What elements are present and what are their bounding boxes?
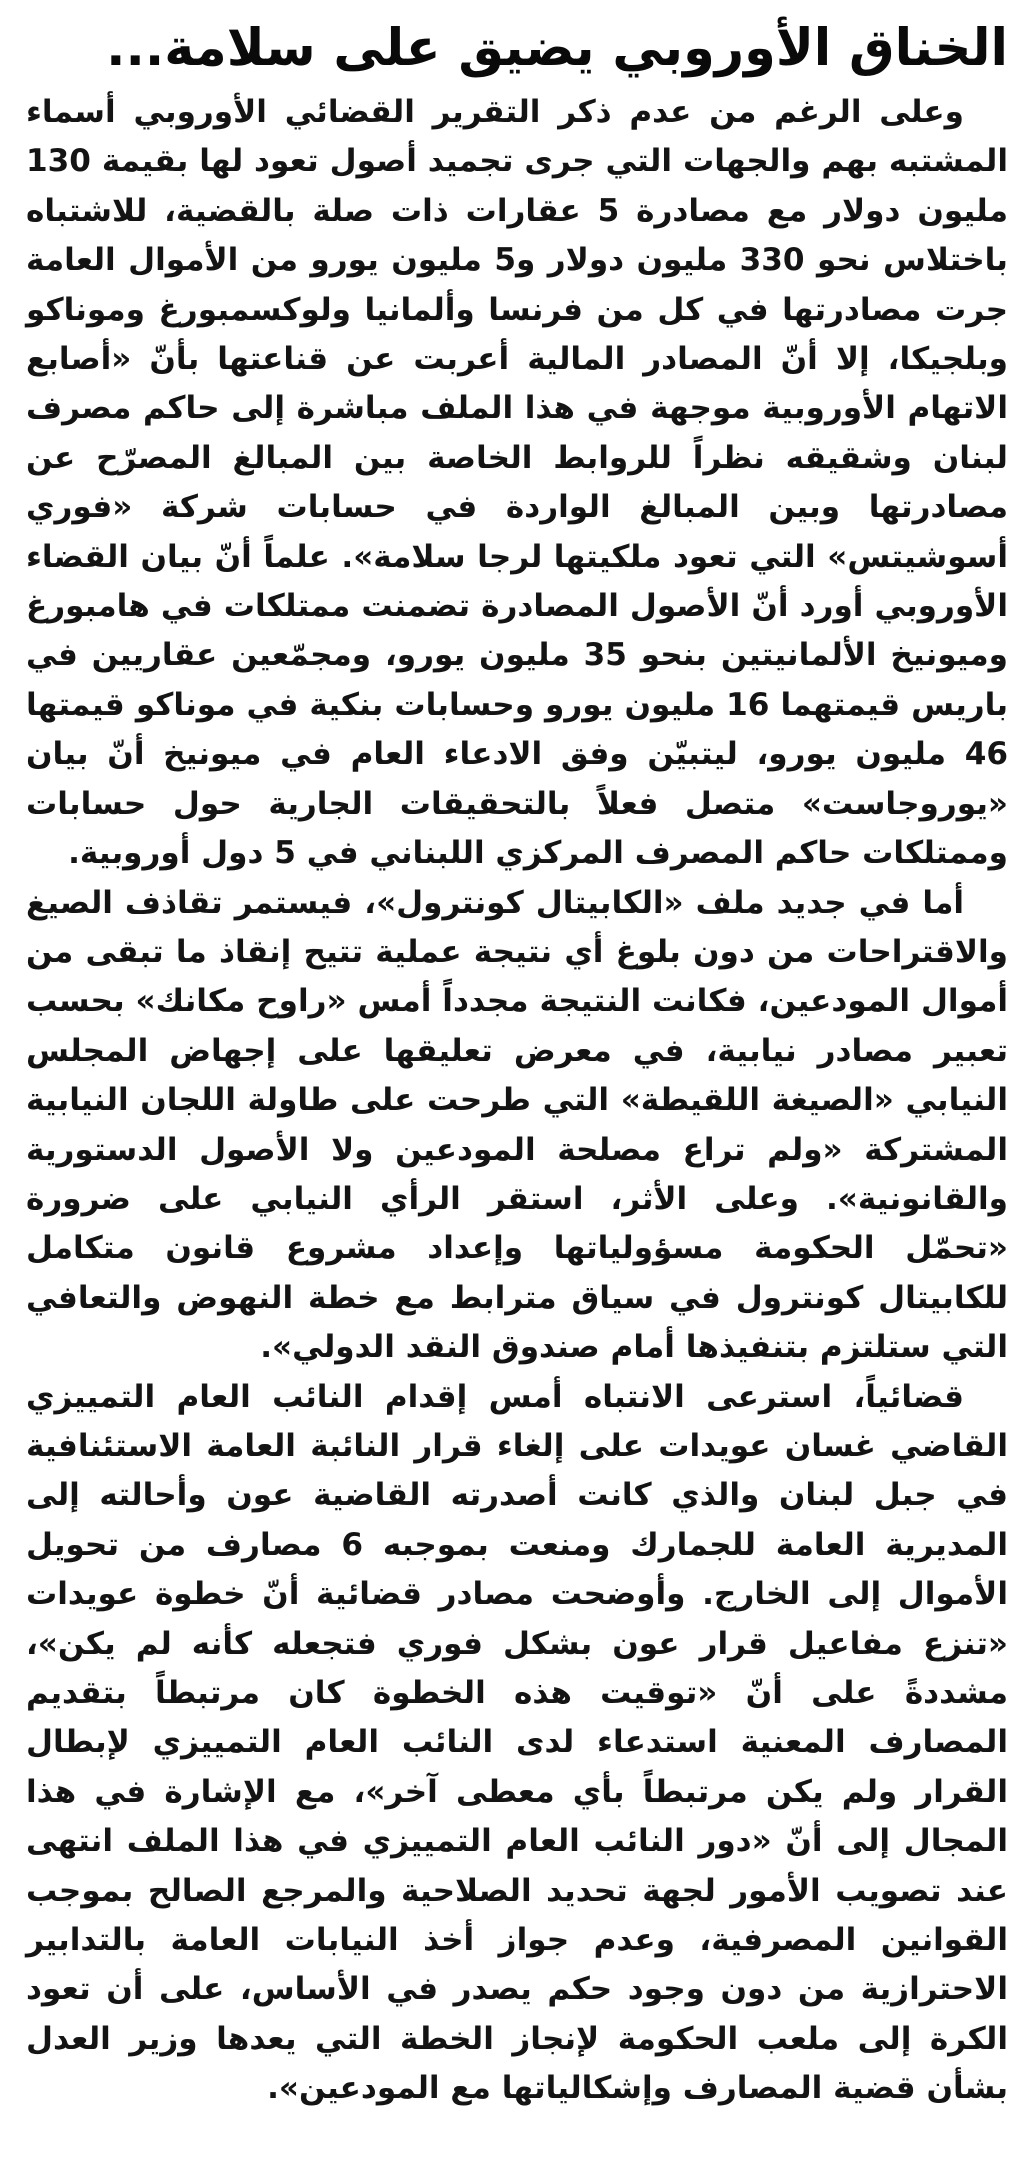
news-article — [26, 18, 1008, 2156]
article-headline: الخناق الأوروبي يضيق على سلامة... — [106, 19, 1008, 78]
article-paragraph: وعلى الرغم من عدم ذكر التقرير القضائي الأوروبي أسماء المشتبه بهم والجهات التي جرى تجميد أصول تعود لها بقيمة 130 مليون دولار مع مصادرة 5 عقارات ذات صلة بالقضية، للاشتباه باختلاس نحو 330 مليون دولار و5 مليون يورو من الأموال العامة جرت مصادرتها في كل من فرنسا وألمانيا ولوكسمبورغ وموناكو وبلجيكا، إلا أنّ المصادر المالية أعربت عن قناعتها بأنّ «أصابع الاتهام الأوروبية موجهة في هذا الملف مباشرة إلى حاكم مصرف لبنان وشقيقه نظراً للروابط الخاصة بين المبالغ المصرّح عن مصادرتها وبين المبالغ الواردة في حسابات شركة «فوري أسوشيتس» التي تعود ملكيتها لرجا سلامة». علماً أنّ بيان القضاء الأوروبي أورد أنّ الأصول المصادرة تضمنت ممتلكات في هامبورغ وميونيخ الألمانيتين بنحو 35 مليون يورو، ومجمّعين عقاريين في باريس قيمتهما 16 مليون يورو وحسابات بنكية في موناكو قيمتها 46 مليون يورو، ليتبيّن وفق الادعاء العام في ميونيخ أنّ بيان «يوروجاست» متصل فعلاً بالتحقيقات الجارية حول حسابات وممتلكات حاكم المصرف المركزي اللبناني في 5 دول أوروبية. — [26, 94, 1008, 872]
article-paragraph: قضائياً، استرعى الانتباه أمس إقدام النائب العام التمييزي القاضي غسان عويدات على إلغاء قرار النائبة العامة الاستئنافية في جبل لبنان والذي كانت أصدرته القاضية عون وأحالته إلى المديرية العامة للجمارك ومنعت بموجبه 6 مصارف من تحويل الأموال إلى الخارج. وأوضحت مصادر قضائية أنّ خطوة عويدات «تنزع مفاعيل قرار عون بشكل فوري فتجعله كأنه لم يكن»، مشددةً على أنّ «توقيت هذه الخطوة كان مرتبطاً بتقديم المصارف المعنية استدعاء لدى النائب العام التمييزي لإبطال القرار ولم يكن مرتبطاً بأي معطى آخر»، مع الإشارة في هذا المجال إلى أنّ «دور النائب العام التمييزي في هذا الملف انتهى عند تصويب الأمور لجهة تحديد الصلاحية والمرجع الصالح بموجب القوانين المصرفية، وعدم جواز أخذ النيابات العامة بالتدابير الاحترازية من دون وجود حكم يصدر في الأساس، على أن تعود الكرة إلى ملعب الحكومة لإنجاز الخطة التي يعدها وزير العدل بشأن قضية المصارف وإشكالياتها مع المودعين». — [26, 1378, 1008, 2107]
article-body — [26, 88, 1008, 2114]
article-paragraph: أما في جديد ملف «الكابيتال كونترول»، فيستمر تقاذف الصيغ والاقتراحات من دون بلوغ أي نتيجة عملية تتيح إنقاذ ما تبقى من أموال المودعين، فكانت النتيجة مجدداً أمس «راوح مكانك» بحسب تعبير مصادر نيابية، في معرض تعليقها على إجهاض المجلس النيابي «الصيغة اللقيطة» التي طرحت على طاولة اللجان النيابية المشتركة «ولم تراع مصلحة المودعين ولا الأصول الدستورية والقانونية». وعلى الأثر، استقر الرأي النيابي على ضرورة «تحمّل الحكومة مسؤولياتها وإعداد مشروع قانون متكامل للكابيتال كونترول في سياق مترابط مع خطة النهوض والتعافي التي ستلتزم بتنفيذها أمام صندوق النقد الدولي». — [26, 884, 1008, 1366]
